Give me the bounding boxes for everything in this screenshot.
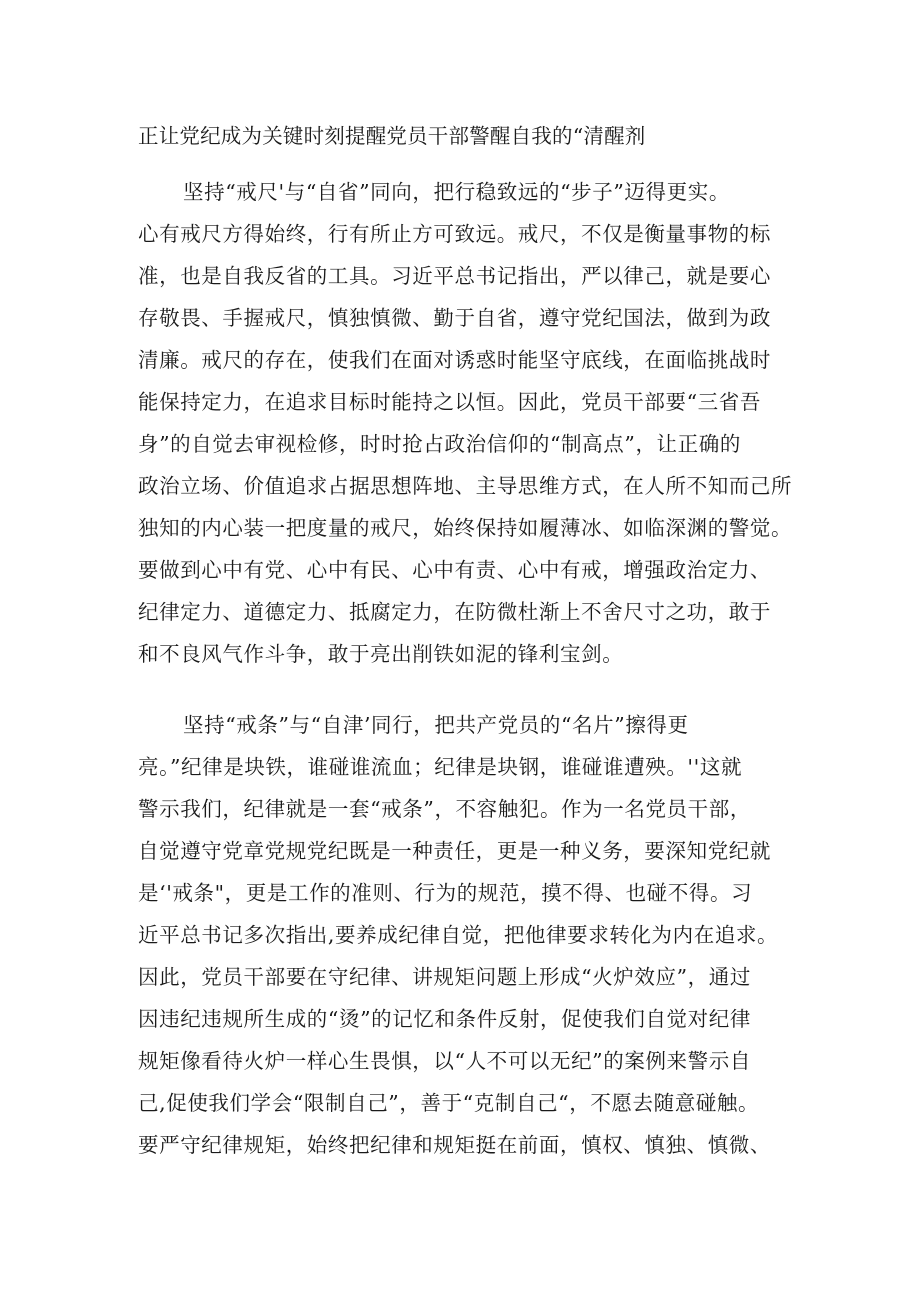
paragraph-line: 自觉遵守党章党规党纪既是一种责任，更是一种义务，要深知党纪就 [138, 839, 771, 863]
paragraph-line: 因违纪违规所生成的“烫”的记忆和条件反射，促使我们自觉对纪律 [138, 1007, 751, 1031]
paragraph-line: 清廉。戒尺的存在，使我们在面对诱惑时能坚守底线，在面临挑战时 [138, 348, 771, 372]
paragraph-line: 亮。”纪律是块铁，谁碰谁流血；纪律是块钢，谁碰谁遭殃。''这就 [138, 755, 743, 779]
document-heading: 正让党纪成为关键时刻提醒党员干部警醒自我的“清醒剂 [138, 124, 646, 148]
paragraph-line: 坚持“戒尺'与“自省”同向，把行稳致远的“步子”迈得更实。 [183, 180, 730, 204]
paragraph-line: 心有戒尺方得始终，行有所止方可致远。戒尺，不仅是衡量事物的标 [138, 222, 771, 246]
paragraph-line: 要严守纪律规矩，始终把纪律和规矩挺在前面，慎权、慎独、慎微、 [138, 1133, 771, 1157]
paragraph-line: 近平总书记多次指出,要养成纪律自觉，把他律要求转化为内在追求。 [138, 923, 779, 947]
paragraph-line: 存敬畏、手握戒尺，慎独慎微、勤于自省，遵守党纪国法，做到为政 [138, 306, 771, 330]
paragraph-line: 规矩像看待火炉一样心生畏惧，以“人不可以无纪”的案例来警示自 [138, 1049, 751, 1073]
paragraph-line: 政治立场、价值追求占据思想阵地、主导思维方式，在人所不知而己所 [138, 474, 793, 498]
paragraph-line: 要做到心中有党、心中有民、心中有责、心中有戒，增强政治定力、 [138, 558, 771, 582]
paragraph-line: 是‘'戒条"，更是工作的准则、行为的规范，摸不得、也碰不得。习 [138, 881, 753, 905]
paragraph-line: 身”的自觉去审视检修，时时抢占政治信仰的“制高点”，让正确的 [138, 432, 741, 456]
paragraph-line: 和不良风气作斗争，敢于亮出削铁如泥的锋利宝剑。 [138, 642, 624, 666]
paragraph-line: 因此，党员干部要在守纪律、讲规矩问题上形成“火炉效应”，通过 [138, 965, 751, 989]
paragraph-line: 纪律定力、道德定力、抵腐定力，在防微杜渐上不舍尺寸之功，敢于 [138, 600, 771, 624]
paragraph-line: 己,促使我们学会“限制自己”，善于“克制自己“，不愿去随意碰触。 [138, 1091, 760, 1115]
paragraph-line: 准，也是自我反省的工具。习近平总书记指出，严以律己，就是要心 [138, 264, 771, 288]
paragraph-line: 能保持定力，在追求目标时能持之以恒。因此，党员干部要“三省吾 [138, 390, 761, 414]
paragraph-line: 坚持“戒条”与“自津’同行，把共产党员的“名片”擦得更 [183, 713, 689, 737]
paragraph-line: 独知的内心装一把度量的戒尺，始终保持如履薄冰、如临深渊的警觉。 [138, 516, 793, 540]
paragraph-line: 警示我们，纪律就是一套“戒条”，不容触犯。作为一名党员干部， [138, 797, 751, 821]
